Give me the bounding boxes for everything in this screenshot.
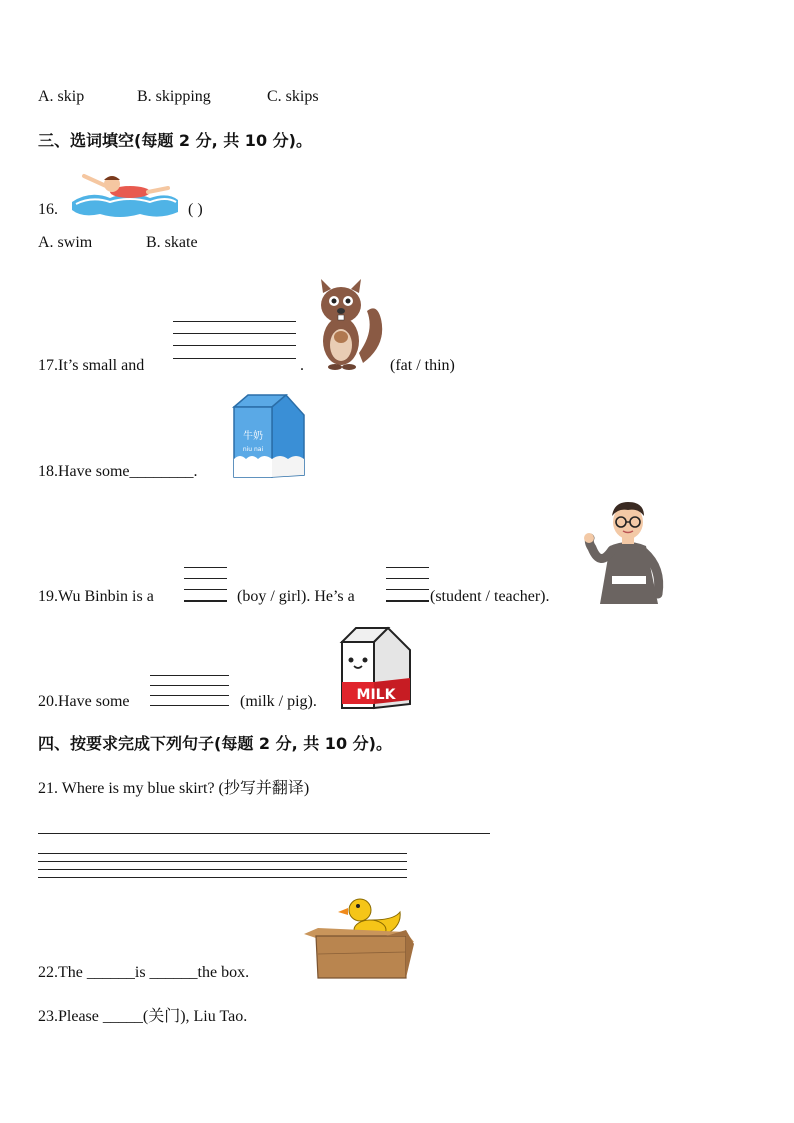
question-16-number: 16. <box>38 201 58 218</box>
section-title-3: 三、选词填空(每题 2 分, 共 10 分)。 <box>38 131 312 150</box>
milk-label: 牛奶 <box>243 431 263 442</box>
question-21-text: 21. Where is my blue skirt? (抄写并翻译) <box>38 780 310 797</box>
answer-line[interactable] <box>38 833 490 834</box>
option-b: B. skipping <box>137 88 211 105</box>
question-22-text: 22.The ______is ______the box. <box>38 964 250 981</box>
milk-pinyin: niu nai <box>242 446 264 453</box>
section-title-4: 四、按要求完成下列句子(每题 2 分, 共 10 分)。 <box>38 734 392 753</box>
word-choice: (boy / girl). He’s a <box>237 588 355 605</box>
sentence-period: . <box>300 357 304 374</box>
question-19-text: 19.Wu Binbin is a <box>38 588 154 605</box>
question-18-text: 18.Have some________. <box>38 463 198 480</box>
option-a: A. swim <box>38 234 93 251</box>
answer-paren: ( ) <box>188 201 203 218</box>
duck-in-box-picture <box>302 894 418 980</box>
swimming-girl-picture <box>70 162 180 218</box>
teacher-picture <box>584 498 674 606</box>
word-choice: (student / teacher). <box>430 588 550 605</box>
word-choice: (fat / thin) <box>390 357 455 374</box>
word-choice: (milk / pig). <box>240 693 317 710</box>
milk-carton-label: MILK <box>356 687 396 703</box>
squirrel-picture <box>315 275 387 371</box>
milk-carton-picture <box>228 393 308 481</box>
option-c: C. skips <box>267 88 319 105</box>
question-20-text: 20.Have some <box>38 693 130 710</box>
question-23-text: 23.Please _____(关门), Liu Tao. <box>38 1008 248 1025</box>
milk-box-picture <box>338 626 416 710</box>
question-17-text: 17.It’s small and <box>38 357 145 374</box>
option-b: B. skate <box>146 234 198 251</box>
option-a: A. skip <box>38 88 85 105</box>
